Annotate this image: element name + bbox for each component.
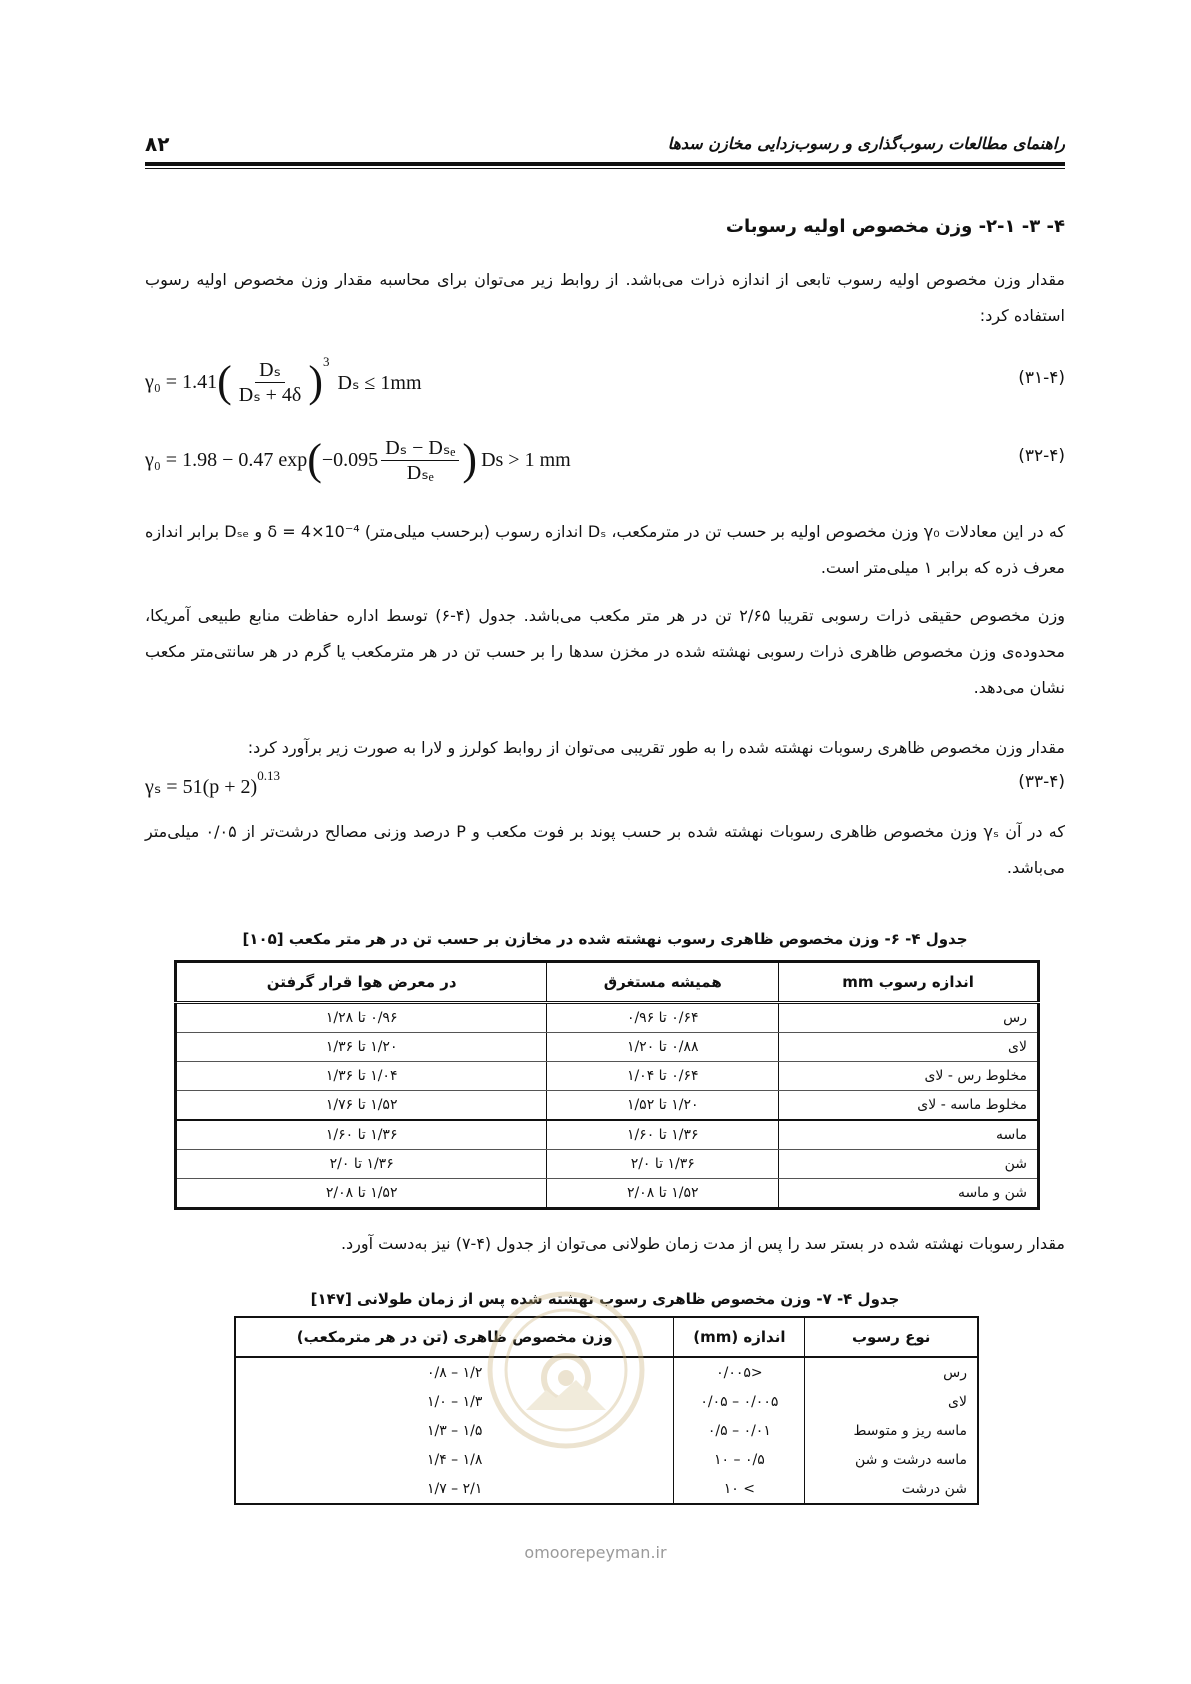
equation-32-body: [145, 430, 571, 490]
column-header: وزن مخصوص ظاهری (تن در هر مترمکعب): [235, 1317, 674, 1357]
table-cell: ۰/۰۱ – ۰/۵: [674, 1416, 805, 1445]
table-row: [235, 1357, 978, 1387]
paragraph-intro: مقدار وزن مخصوص اولیه رسوب تابعی از اندازه ذرات می‌باشد. از روابط زیر می‌توان برای محاسبه مقدار وزن مخصوص اولیه رسوب استفاده کرد:: [145, 270, 1065, 325]
table-header-row: [235, 1317, 978, 1357]
table-row: [176, 1091, 1039, 1121]
column-header: اندازه (mm): [674, 1317, 805, 1357]
equation-32-number: (۳۲-۴): [1018, 446, 1065, 466]
equation-33-body: [145, 756, 280, 816]
table-row: [176, 1062, 1039, 1091]
left-paren: (: [217, 357, 232, 406]
table-cell: شن: [779, 1150, 1039, 1179]
table-cell: ماسه ریز و متوسط: [805, 1416, 978, 1445]
table-cell: ۰/۵ – ۱۰: [674, 1445, 805, 1474]
table-row: [176, 1179, 1039, 1209]
equation-32-condition: Ds > 1 mm: [481, 448, 571, 471]
table-row: [235, 1416, 978, 1445]
table-cell: > ۱۰: [674, 1474, 805, 1504]
table-cell: شن و ماسه: [779, 1179, 1039, 1209]
book-title: راهنمای مطالعات رسوب‌گذاری و رسوب‌زدایی مخازن سدها: [667, 134, 1065, 153]
equation-33-formula: γₛ = 51(p + 2): [145, 775, 258, 798]
equation-33: [145, 756, 1065, 816]
table-cell: ۱/۳۶ تا ۱/۶۰: [176, 1120, 547, 1150]
equation-31-condition: Dₛ ≤ 1mm: [337, 371, 422, 394]
right-paren: ): [308, 357, 324, 406]
table-cell: ۰/۰۰۵ – ۰/۰۵: [674, 1387, 805, 1416]
table-cell: ۰/۹۶ تا ۱/۲۸: [176, 1003, 547, 1033]
table-cell: ۱/۳۶ تا ۲/۰: [547, 1150, 779, 1179]
equation-32-denominator: Dₛₑ: [406, 461, 434, 484]
header-rule-thin: [145, 168, 1065, 169]
right-paren: ): [462, 435, 478, 484]
column-header: در معرض هوا قرار گرفتن: [176, 962, 547, 1003]
table-header-row: [176, 962, 1039, 1003]
table-cell: ۱/۵۲ تا ۱/۷۶: [176, 1091, 547, 1121]
equation-32-inner: −0.095: [321, 448, 379, 471]
table-cell: ۱/۵۲ تا ۲/۰۸: [547, 1179, 779, 1209]
table-row: [235, 1387, 978, 1416]
table-cell: <۰/۰۰۵: [674, 1357, 805, 1387]
table-row: [176, 1120, 1039, 1150]
header-rule: [145, 162, 1065, 166]
table-row: [176, 1003, 1039, 1033]
column-header: اندازه رسوب mm: [779, 962, 1039, 1003]
table-cell: لای: [805, 1387, 978, 1416]
table-cell: ۲/۱ – ۱/۷: [235, 1474, 674, 1504]
equation-33-number: (۳۳-۴): [1018, 772, 1065, 792]
equation-32-numerator: Dₛ − Dₛₑ: [381, 436, 459, 461]
paragraph-density: وزن مخصوص حقیقی ذرات رسوبی تقریبا ۲/۶۵ تن در هر متر مکعب می‌باشد. جدول (۴-۶) توسط اداره حفاظت منابع طبیعی آمریکا، محدوده‌ی وزن مخصوص ظاهری ذرات رسوبی نهشته شده در مخزن سدها را بر حسب تن در هر مترمکعب یا گرم در هر سانتی‌متر مکعب نشان می‌دهد.: [145, 606, 1065, 697]
table-cell: رس: [805, 1357, 978, 1387]
table-6: [174, 960, 1040, 1210]
equation-31-number: (۳۱-۴): [1018, 368, 1065, 388]
column-header: نوع رسوب: [805, 1317, 978, 1357]
table-7: [234, 1316, 979, 1505]
section-heading: ۴- ۳- ۲-۱- وزن مخصوص اولیه رسوبات: [725, 216, 1065, 237]
equation-31-fraction: [235, 358, 306, 407]
table-cell: ۱/۵ – ۱/۳: [235, 1416, 674, 1445]
table-cell: ۱/۲۰ تا ۱/۳۶: [176, 1033, 547, 1062]
table-cell: ۱/۸ – ۱/۴: [235, 1445, 674, 1474]
equation-31-exponent: 3: [323, 354, 330, 369]
footer-website: omoorepeyman.ir: [524, 1543, 667, 1562]
table-cell: ۰/۸۸ تا ۱/۲۰: [547, 1033, 779, 1062]
page-number: ۸۲: [145, 132, 170, 156]
table-cell: رس: [779, 1003, 1039, 1033]
table-cell: شن درشت: [805, 1474, 978, 1504]
table-cell: ۰/۶۴ تا ۱/۰۴: [547, 1062, 779, 1091]
equation-31-coef: γ₀ = 1.41: [145, 370, 218, 393]
equation-33-exponent: 0.13: [257, 768, 280, 783]
equation-32: [145, 430, 1065, 490]
table-cell: لای: [779, 1033, 1039, 1062]
column-header: همیشه مستغرق: [547, 962, 779, 1003]
table-cell: ۱/۳۶ تا ۱/۶۰: [547, 1120, 779, 1150]
left-paren: (: [307, 435, 322, 484]
table-cell: ۱/۳ – ۱/۰: [235, 1387, 674, 1416]
page-header: [145, 124, 1065, 168]
table-cell: ماسه: [779, 1120, 1039, 1150]
table-cell: مخلوط رس - لای: [779, 1062, 1039, 1091]
table-cell: ۱/۰۴ تا ۱/۳۶: [176, 1062, 547, 1091]
paragraph-gamma-s: که در آن γₛ وزن مخصوص ظاهری رسوبات نهشته شده بر حسب پوند بر فوت مکعب و P درصد وزنی مصالح درشت‌تر از ۰/۰۵ میلی‌متر می‌باشد.: [145, 822, 1065, 877]
equation-32-fraction: [381, 436, 459, 485]
table-cell: مخلوط ماسه - لای: [779, 1091, 1039, 1121]
paragraph-approx: مقدار وزن مخصوص ظاهری رسوبات نهشته شده را به طور تقریبی می‌توان از روابط کولرز و لارا به صورت زیر برآورد کرد:: [247, 738, 1065, 757]
table-cell: ۱/۲۰ تا ۱/۵۲: [547, 1091, 779, 1121]
paragraph-long-term: مقدار رسوبات نهشته شده در بستر سد را پس از مدت زمان طولانی می‌توان از جدول (۴-۷) نیز به‌دست آورد.: [340, 1234, 1065, 1253]
table-row: [176, 1150, 1039, 1179]
table-row: [235, 1445, 978, 1474]
table-cell: ۱/۲ – ۰/۸: [235, 1357, 674, 1387]
equation-32-lead: γ₀ = 1.98 − 0.47 exp: [145, 448, 308, 471]
paragraph-definitions: که در این معادلات γ₀ وزن مخصوص اولیه بر حسب تن در مترمکعب، Dₛ اندازه رسوب (برحسب میلی‌متر) δ = 4×10⁻⁴ و Dₛₑ برابر اندازه معرف ذره که برابر ۱ میلی‌متر است.: [145, 522, 1066, 577]
table-row: [235, 1474, 978, 1504]
equation-31-body: [145, 352, 422, 412]
table-cell: ۱/۳۶ تا ۲/۰: [176, 1150, 547, 1179]
table-6-caption: جدول ۴- ۶- وزن مخصوص ظاهری رسوب نهشته شده در مخازن بر حسب تن در هر متر مکعب [۱۰۵]: [242, 930, 968, 948]
table-cell: ۰/۶۴ تا ۰/۹۶: [547, 1003, 779, 1033]
table-row: [176, 1033, 1039, 1062]
table-cell: ماسه درشت و شن: [805, 1445, 978, 1474]
table-cell: ۱/۵۲ تا ۲/۰۸: [176, 1179, 547, 1209]
equation-31-denominator: Dₛ + 4δ: [238, 383, 302, 406]
equation-31: [145, 352, 1065, 412]
equation-31-numerator: Dₛ: [255, 358, 285, 383]
table-7-caption: جدول ۴- ۷- وزن مخصوص ظاهری رسوب نهشته شده پس از زمان طولانی [۱۴۷]: [310, 1290, 900, 1308]
